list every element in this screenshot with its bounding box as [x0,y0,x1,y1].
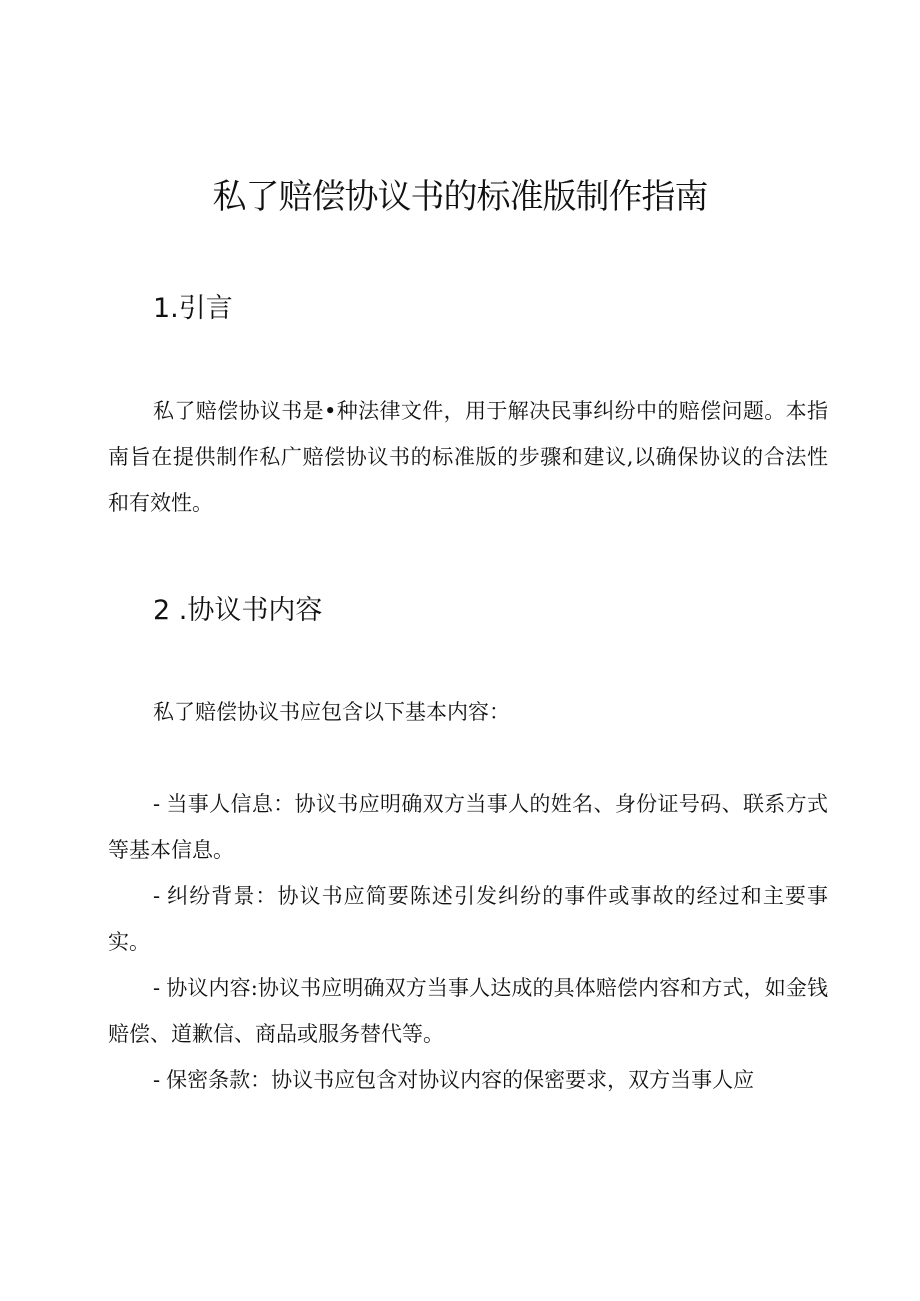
list-bullet: - [153,976,161,1000]
list-item-dispute-background [108,873,828,965]
list-bullet: - [153,792,161,816]
section-heading-introduction: 1.引言 [153,293,233,324]
content-lead-paragraph: 私了赔偿协议书应包含以下基本内容： [153,700,510,724]
list-item-text: 当事人信息：协议书应明确双方当事人的姓名、身份证号码、联系方式等基本信息。 [108,792,828,862]
list-bullet: - [153,1068,161,1092]
list-item-text: 纠纷背景：协议书应简要陈述引发纠纷的事件或事故的经过和主要事实。 [108,884,828,954]
section-heading-content: 2 .协议书内容 [153,595,323,626]
introduction-paragraph: 私了赔偿协议书是•种法律文件，用于解决民事纠纷中的赔偿问题。本指南旨在提供制作私广赔偿协议书的标准版的步骤和建议,以确保协议的合法性和有效性。 [108,399,828,515]
list-item-confidentiality [108,1057,828,1103]
list-item-text: 保密条款：协议书应包含对协议内容的保密要求，双方当事人应 [166,1068,755,1092]
list-item-party-info [108,781,828,873]
list-item-agreement-content [108,965,828,1057]
content-item-list [108,781,828,1103]
document-title: 私了赔偿协议书的标准版制作指南 [212,177,708,217]
list-item-text: 协议内容:协议书应明确双方当事人达成的具体赔偿内容和方式，如金钱赔偿、道歉信、商品或服务替代等。 [108,976,828,1046]
list-bullet: - [153,884,161,908]
